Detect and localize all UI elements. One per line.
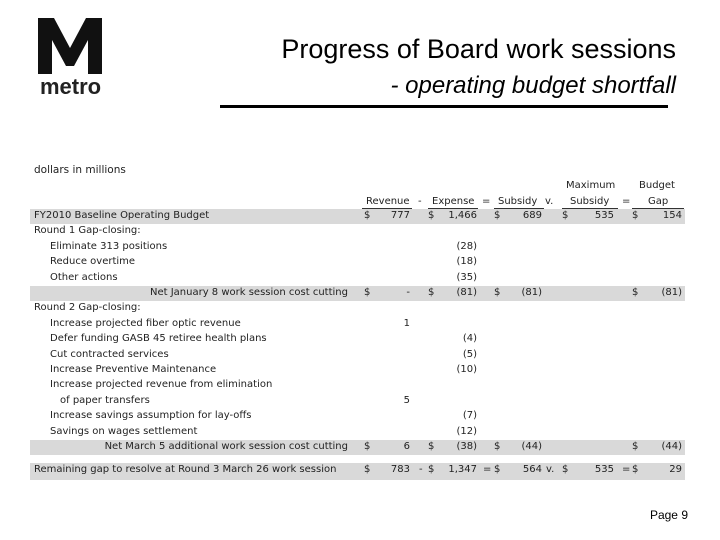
logo-text: metro [40, 74, 102, 99]
gap-dollar-sign: $ [632, 210, 639, 221]
subsidy-value: 564 [522, 464, 542, 476]
table-row [30, 317, 685, 332]
operator-equals: = [622, 464, 631, 476]
expense-value: (10) [456, 364, 477, 375]
max-subsidy-dollar-sign: $ [562, 210, 569, 221]
row-label: Increase Preventive Maintenance [50, 364, 217, 375]
revenue-dollar-sign: $ [364, 441, 371, 452]
row-label: Increase projected revenue from elimination [50, 379, 273, 391]
revenue-dollar-sign: $ [364, 464, 371, 476]
table-row [30, 271, 685, 286]
table-row [30, 240, 685, 255]
row-label: of paper transfers [60, 394, 150, 406]
max-subsidy-value: 535 [594, 210, 614, 221]
gap-value: 29 [669, 464, 682, 476]
expense-dollar-sign: $ [428, 210, 435, 221]
revenue-value: 783 [390, 464, 410, 476]
expense-value: 1,347 [448, 464, 477, 476]
gap-dollar-sign: $ [632, 287, 639, 298]
revenue-value: 6 [403, 441, 410, 452]
row-label: Defer funding GASB 45 retiree health plans [50, 333, 267, 345]
expense-value: 1,466 [448, 210, 477, 221]
table-row [30, 463, 685, 480]
table-row [30, 301, 685, 316]
max-subsidy-dollar-sign: $ [562, 464, 569, 476]
row-label: Cut contracted services [50, 348, 169, 360]
subsidy-dollar-sign: $ [494, 210, 501, 221]
row-label: Eliminate 313 positions [50, 240, 168, 252]
table-row [30, 255, 685, 270]
expense-value: (28) [456, 240, 477, 252]
table-row [30, 286, 685, 301]
slide-subtitle: - operating budget shortfall [390, 72, 676, 99]
row-label: Round 2 Gap-closing: [34, 302, 141, 314]
header-subsidy: Subsidy [498, 196, 538, 207]
expense-value: (35) [456, 271, 477, 283]
revenue-value: 1 [403, 317, 410, 329]
expense-value: (7) [462, 410, 477, 422]
table-row [30, 378, 685, 393]
expense-value: (38) [456, 441, 477, 452]
table-row [30, 425, 685, 440]
table-row [30, 440, 685, 455]
subsidy-dollar-sign: $ [494, 287, 501, 298]
expense-value: (81) [456, 287, 477, 298]
subsidy-value: 689 [522, 210, 542, 221]
expense-dollar-sign: $ [428, 287, 435, 298]
operator-equals: = [483, 464, 492, 476]
header-vs: v. [545, 196, 554, 207]
expense-dollar-sign: $ [428, 441, 435, 452]
row-label: Reduce overtime [50, 256, 136, 268]
revenue-value: 777 [390, 210, 410, 221]
header-revenue: Revenue [366, 196, 410, 207]
table-row [30, 224, 685, 239]
subsidy-value: (81) [521, 287, 542, 298]
expense-value: (5) [462, 348, 477, 360]
row-label: Round 1 Gap-closing: [34, 225, 141, 237]
revenue-value: - [406, 287, 410, 298]
gap-dollar-sign: $ [632, 464, 639, 476]
subsidy-value: (44) [521, 441, 542, 452]
revenue-value: 5 [403, 394, 410, 406]
row-label: Net January 8 work session cost cutting [149, 287, 348, 298]
row-label: Net March 5 additional work session cost cutting [104, 441, 348, 452]
row-label: Savings on wages settlement [50, 425, 198, 437]
row-label: Remaining gap to resolve at Round 3 March 26 work session [34, 464, 337, 476]
operator-vs: v. [546, 464, 555, 476]
gap-value: 154 [662, 210, 682, 221]
subsidy-dollar-sign: $ [494, 464, 501, 476]
header-expense: Expense [432, 196, 475, 207]
metro-logo [38, 18, 106, 100]
page-number: Page 9 [649, 508, 688, 522]
row-label: Increase projected fiber optic revenue [50, 317, 241, 329]
header-budget: Budget [639, 180, 675, 191]
table-row [30, 348, 685, 363]
expense-value: (12) [456, 425, 477, 437]
gap-dollar-sign: $ [632, 441, 639, 452]
gap-value: (44) [661, 441, 682, 452]
header-minus: - [418, 196, 422, 207]
slide-title: Progress of Board work sessions [281, 34, 676, 64]
gap-value: (81) [661, 287, 682, 298]
header-gap: Gap [648, 196, 669, 207]
expense-dollar-sign: $ [428, 464, 435, 476]
title-rule [220, 105, 668, 108]
table-row [30, 209, 685, 224]
row-label: Other actions [50, 271, 118, 283]
row-label: FY2010 Baseline Operating Budget [34, 210, 210, 221]
header-maximum: Maximum [566, 180, 616, 191]
subsidy-dollar-sign: $ [494, 441, 501, 452]
header-equals: = [482, 196, 491, 207]
revenue-dollar-sign: $ [364, 210, 371, 221]
row-label: Increase savings assumption for lay-offs [50, 410, 252, 422]
metro-m-icon [38, 18, 102, 74]
table-row [30, 394, 685, 409]
table-row [30, 363, 685, 378]
revenue-dollar-sign: $ [364, 287, 371, 298]
expense-value: (18) [456, 256, 477, 268]
header-equals2: = [622, 196, 631, 207]
max-subsidy-value: 535 [594, 464, 614, 476]
units-label: dollars in millions [34, 164, 126, 176]
header-max-subsidy: Subsidy [570, 196, 610, 207]
table-row [30, 409, 685, 424]
operator-minus: - [419, 464, 423, 476]
table-row [30, 332, 685, 347]
expense-value: (4) [462, 333, 477, 345]
